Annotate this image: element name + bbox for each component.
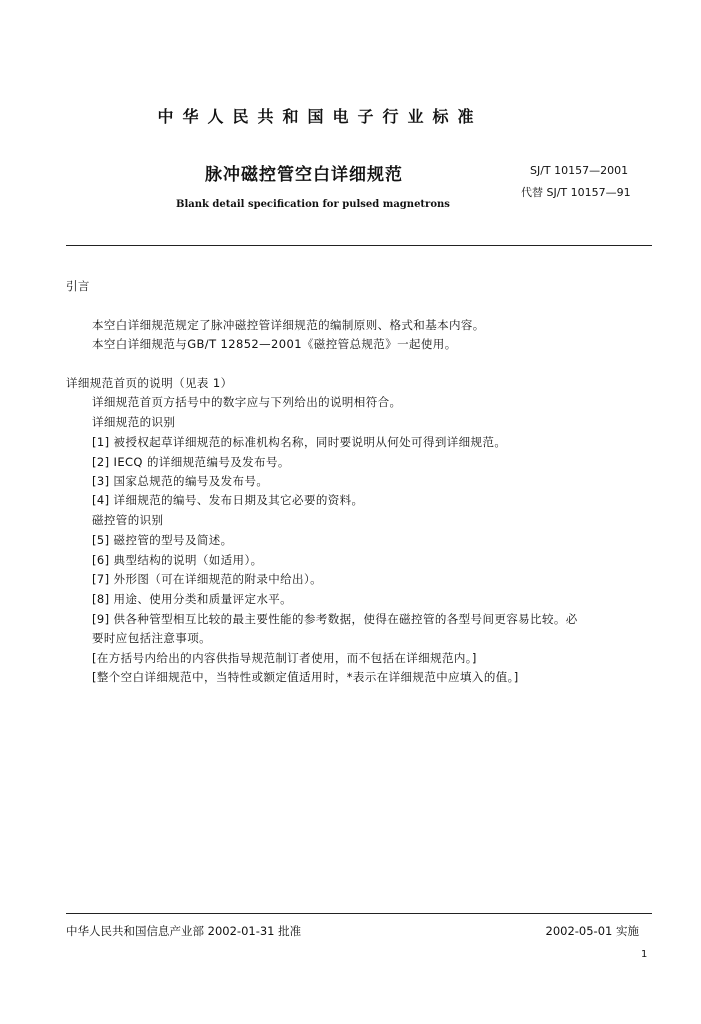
intro-line: 本空白详细规范与GB/T 12852—2001《磁控管总规范》一起使用。 <box>92 337 457 351</box>
bracket-note: [整个空白详细规范中，当特性或额定值适用时，*表示在详细规范中应填入的值。] <box>92 670 519 684</box>
document-title: 脉冲磁控管空白详细规范 <box>205 165 403 185</box>
notes-intro: 详细规范首页方括号中的数字应与下列给出的说明相符合。 <box>92 395 402 409</box>
notes-heading: 详细规范首页的说明（见表 1） <box>66 376 233 390</box>
replaces-code: 代替 SJ/T 10157—91 <box>521 186 631 199</box>
header-rule <box>66 245 652 246</box>
list-item: [2] IECQ 的详细规范编号及发布号。 <box>92 455 290 469</box>
list-item: [5] 磁控管的型号及简述。 <box>92 533 233 547</box>
group-heading: 磁控管的识别 <box>92 513 164 527</box>
list-item-continuation: 要时应包括注意事项。 <box>92 631 211 645</box>
list-item: [3] 国家总规范的编号及发布号。 <box>92 474 269 488</box>
standard-type-heading: 中华人民共和国电子行业标准 <box>157 107 483 126</box>
english-title: Blank detail specification for pulsed magnetrons <box>176 199 450 210</box>
list-item: [8] 用途、使用分类和质量评定水平。 <box>92 592 293 606</box>
approval-line: 中华人民共和国信息产业部 2002-01-31 批准 <box>66 924 302 938</box>
group-heading: 详细规范的识别 <box>92 415 176 429</box>
list-item: [1] 被授权起草详细规范的标准机构名称，同时要说明从何处可得到详细规范。 <box>92 435 507 449</box>
list-item: [4] 详细规范的编号、发布日期及其它必要的资料。 <box>92 493 364 507</box>
page-number: 1 <box>641 949 648 960</box>
list-item: [7] 外形图（可在详细规范的附录中给出）。 <box>92 572 322 586</box>
footer-rule <box>66 913 652 914</box>
list-item: [9] 供各种管型相互比较的最主要性能的参考数据，使得在磁控管的各型号间更容易比较。必 <box>92 612 578 626</box>
implementation-date: 2002-05-01 实施 <box>545 924 639 938</box>
intro-heading: 引言 <box>66 279 90 293</box>
standard-code: SJ/T 10157—2001 <box>530 164 629 177</box>
list-item: [6] 典型结构的说明（如适用）。 <box>92 553 263 567</box>
bracket-note: [在方括号内给出的内容供指导规范制订者使用，而不包括在详细规范内。] <box>92 651 477 665</box>
intro-line: 本空白详细规范规定了脉冲磁控管详细规范的编制原则、格式和基本内容。 <box>92 318 485 332</box>
